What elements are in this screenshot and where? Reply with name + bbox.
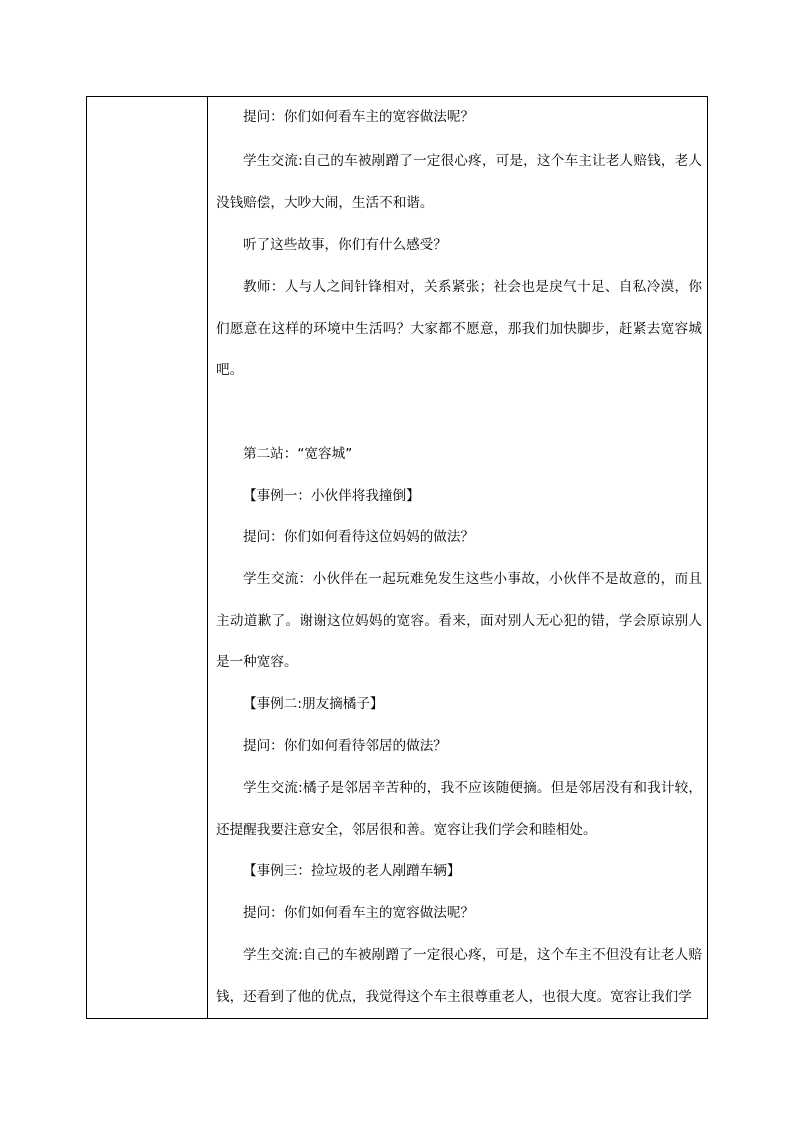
section-heading-station-two: 第二站：“宽容城”	[243, 446, 353, 462]
content-cell	[208, 97, 707, 1018]
paragraph-student-answer-4: 学生交流:自己的车被剐蹭了一定很心疼，可是，这个车主不但没有让老人赔钱，还看到了他的优点，我觉得这个车主很尊重老人，也很大度。宽容让我们学	[216, 947, 702, 1005]
paragraph-question-car-owner: 提问：你们如何看车主的宽容做法呢？	[243, 109, 475, 125]
paragraph-student-answer-1: 学生交流:自己的车被剐蹭了一定很心疼，可是，这个车主让老人赔钱，老人没钱赔偿，大吵大闹，生活不和谐。	[216, 153, 702, 211]
paragraph-question-car-owner-2: 提问：你们如何看车主的宽容做法呢？	[243, 905, 475, 921]
case-two-title: 【事例二:朋友摘橘子】	[243, 696, 384, 712]
paragraph-feelings-question: 听了这些故事，你们有什么感受？	[243, 237, 447, 253]
paragraph-question-neighbor: 提问：你们如何看待邻居的做法？	[243, 738, 447, 754]
paragraph-student-answer-2: 学生交流：小伙伴在一起玩难免发生这些小事故，小伙伴不是故意的，而且主动道歉了。谢谢这位妈妈的宽容。看来，面对别人无心犯的错，学会原谅别人是一种宽容。	[216, 571, 702, 670]
case-three-title: 【事例三：捡垃圾的老人剐蹭车辆】	[243, 863, 461, 879]
paragraph-teacher-remark: 教师：人与人之间针锋相对，关系紧张；社会也是戾气十足、自私冷漠，你们愿意在这样的环境中生活吗？大家都不愿意，那我们加快脚步，赶紧去宽容城吧。	[216, 279, 702, 378]
paragraph-question-mother: 提问：你们如何看待这位妈妈的做法？	[243, 529, 475, 545]
left-column-cell	[87, 97, 207, 1018]
case-one-title: 【事例一：小伙伴将我撞倒】	[243, 488, 420, 504]
lesson-table	[86, 96, 708, 1019]
paragraph-student-answer-3: 学生交流:橘子是邻居辛苦种的，我不应该随便摘。但是邻居没有和我计较，还提醒我要注意安全，邻居很和善。宽容让我们学会和睦相处。	[216, 780, 702, 838]
